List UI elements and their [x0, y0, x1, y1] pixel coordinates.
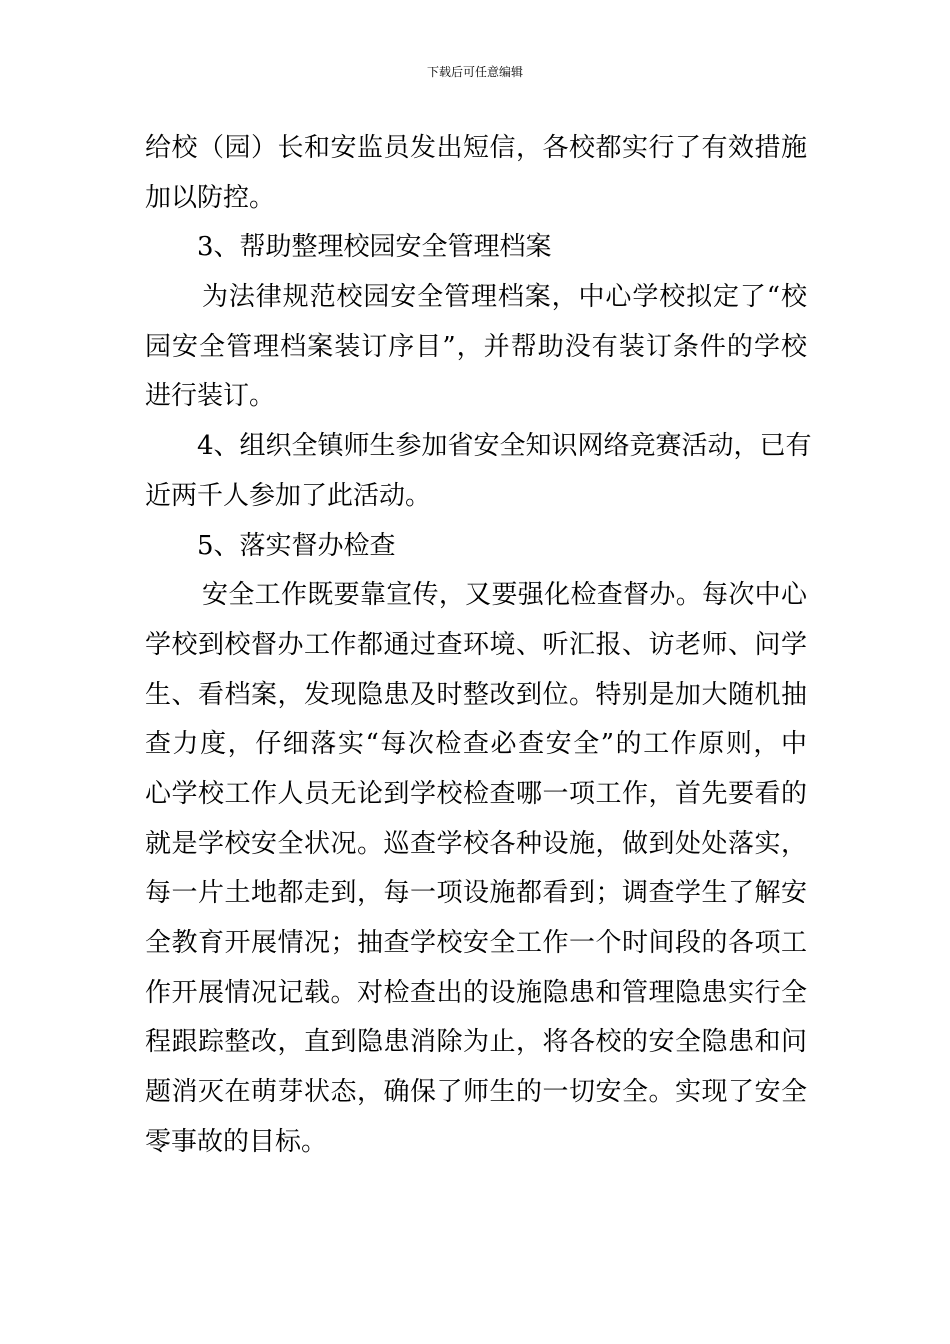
- text-line: 为法律规范校园安全管理档案，中心学校拟定了“校: [202, 282, 807, 313]
- text-line: 学校到校督办工作都通过查环境、听汇报、访老师、问学: [145, 629, 807, 660]
- text-line: 每一片土地都走到，每一项设施都看到；调查学生了解安: [145, 878, 807, 909]
- text-line: 生、看档案，发现隐患及时整改到位。特别是加大随机抽: [145, 679, 807, 710]
- text-line: 就是学校安全状况。巡查学校各种设施，做到处处落实，: [145, 828, 807, 859]
- text-line: 零事故的目标。: [145, 1126, 328, 1157]
- text-line: 题消灭在萌芽状态，确保了师生的一切安全。实现了安全: [145, 1077, 807, 1108]
- text-line: 园安全管理档案装订序目”，并帮助没有装订条件的学校: [145, 331, 807, 362]
- document-body: [145, 124, 812, 1167]
- text-line: 进行装订。: [145, 381, 276, 412]
- text-line: 给校（园）长和安监员发出短信，各校都实行了有效措施: [145, 133, 807, 163]
- section-heading: 3、帮助整理校园安全管理档案: [197, 232, 552, 263]
- text-line: 心学校工作人员无论到学校检查哪一项工作，首先要看的: [145, 778, 807, 809]
- text-line: 作开展情况记载。对检查出的设施隐患和管理隐患实行全: [145, 977, 807, 1008]
- text-line: 全教育开展情况；抽查学校安全工作一个时间段的各项工: [145, 928, 807, 958]
- page-header-note: 下载后可任意编辑: [426, 65, 523, 79]
- text-line: 近两千人参加了此活动。: [145, 480, 432, 511]
- section-heading: 4、组织全镇师生参加省安全知识网络竞赛活动，已有: [197, 431, 812, 462]
- text-line: 安全工作既要靠宣传，又要强化检查督办。每次中心: [202, 580, 807, 611]
- text-line: 查力度，仔细落实“每次检查必查安全”的工作原则，中: [145, 729, 807, 760]
- text-line: 程跟踪整改，直到隐患消除为止，将各校的安全隐患和问: [145, 1027, 807, 1058]
- section-heading: 5、落实督办检查: [197, 530, 396, 561]
- text-line: 加以防控。: [145, 182, 276, 213]
